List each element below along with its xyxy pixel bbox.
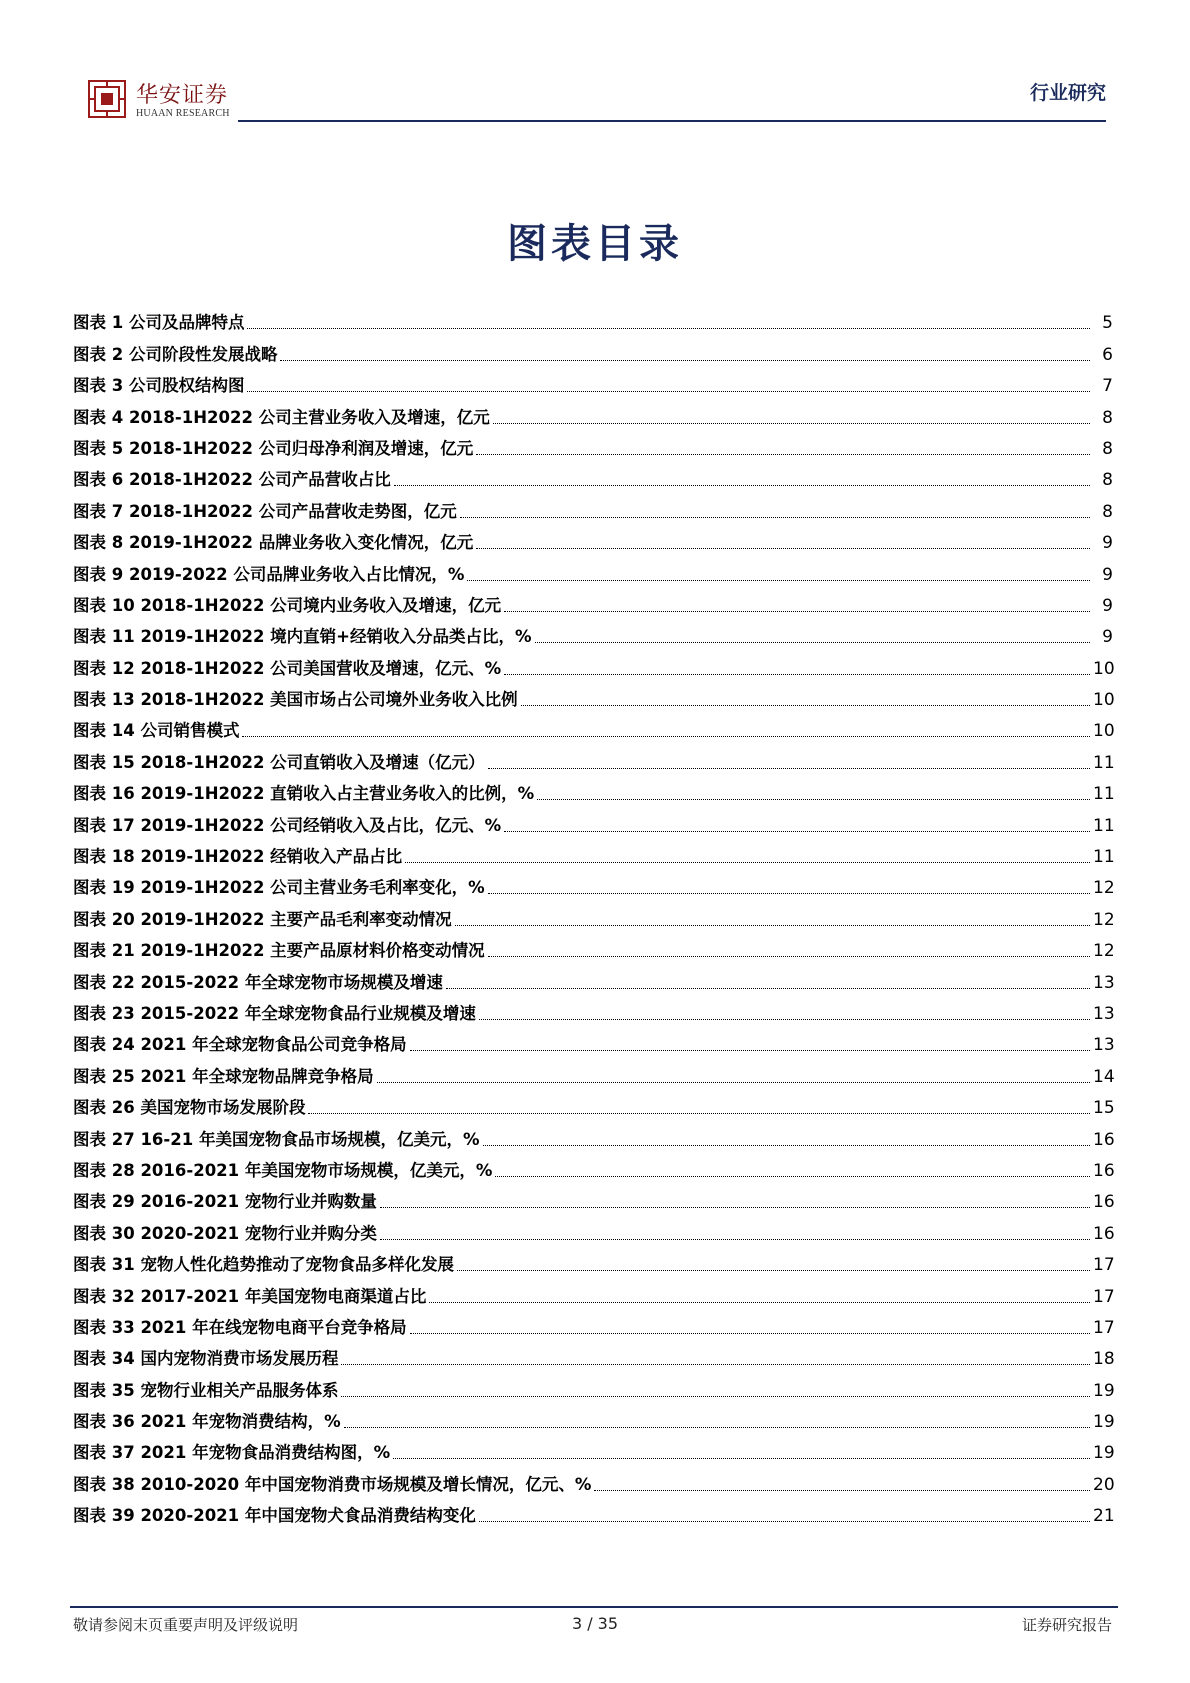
toc-entry-page[interactable]: 14 bbox=[1093, 1066, 1115, 1087]
toc-entry-page[interactable]: 9 bbox=[1102, 627, 1113, 648]
toc-entry-page[interactable]: 15 bbox=[1093, 1098, 1115, 1119]
toc-leader-dots bbox=[457, 1270, 1090, 1271]
toc-entry[interactable] bbox=[73, 587, 1113, 618]
toc-entry[interactable] bbox=[73, 367, 1113, 398]
toc-entry-label[interactable]: 图表 22 2015-2022 年全球宠物市场规模及增速 bbox=[73, 972, 443, 992]
toc-leader-dots bbox=[488, 768, 1090, 769]
toc-leader-dots bbox=[495, 1176, 1090, 1177]
toc-entry-label[interactable]: 图表 29 2016-2021 宠物行业并购数量 bbox=[73, 1192, 377, 1212]
toc-entry-page[interactable]: 8 bbox=[1102, 470, 1113, 491]
toc-entry-label[interactable]: 图表 11 2019-1H2022 境内直销+经销收入分品类占比，% bbox=[73, 627, 532, 647]
toc-entry-page[interactable]: 19 bbox=[1093, 1412, 1115, 1433]
toc-leader-dots bbox=[394, 485, 1090, 486]
toc-entry[interactable] bbox=[73, 618, 1113, 649]
toc-entry-page[interactable]: 8 bbox=[1102, 501, 1113, 522]
toc-leader-dots bbox=[242, 736, 1090, 737]
toc-leader-dots bbox=[341, 1364, 1090, 1365]
toc-entry-page[interactable]: 12 bbox=[1093, 878, 1115, 899]
toc-entry-page[interactable]: 5 bbox=[1102, 313, 1113, 334]
toc-entry-label[interactable]: 图表 13 2018-1H2022 美国市场占公司境外业务收入比例 bbox=[73, 690, 518, 710]
toc-leader-dots bbox=[479, 1521, 1090, 1522]
toc-leader-dots bbox=[594, 1490, 1090, 1491]
toc-entry-label[interactable]: 图表 20 2019-1H2022 主要产品毛利率变动情况 bbox=[73, 909, 452, 929]
huaan-logo-icon bbox=[88, 80, 126, 118]
toc-entry[interactable] bbox=[73, 995, 1113, 1026]
toc-entry-label[interactable]: 图表 18 2019-1H2022 经销收入产品占比 bbox=[73, 847, 403, 867]
page-number: 3 / 35 bbox=[571, 1614, 619, 1633]
toc-entry-label[interactable]: 图表 34 国内宠物消费市场发展历程 bbox=[73, 1349, 339, 1369]
toc-entry[interactable] bbox=[73, 963, 1113, 994]
toc-entry-page[interactable]: 16 bbox=[1093, 1223, 1115, 1244]
toc-entry-label[interactable]: 图表 2 公司阶段性发展战略 bbox=[73, 344, 278, 364]
toc-entry[interactable] bbox=[73, 681, 1113, 712]
toc-entry[interactable] bbox=[73, 430, 1113, 461]
toc-entry[interactable] bbox=[73, 1246, 1113, 1277]
toc-entry-label[interactable]: 图表 30 2020-2021 宠物行业并购分类 bbox=[73, 1223, 377, 1243]
toc-entry-label[interactable]: 图表 1 公司及品牌特点 bbox=[73, 313, 245, 333]
page-title: 图表目录 bbox=[507, 221, 683, 267]
toc-entry[interactable] bbox=[73, 492, 1113, 523]
toc-entry-page[interactable]: 19 bbox=[1093, 1380, 1115, 1401]
toc-entry-page[interactable]: 12 bbox=[1093, 909, 1115, 930]
toc-leader-dots bbox=[410, 1333, 1090, 1334]
toc-entry-label[interactable]: 图表 39 2020-2021 年中国宠物犬食品消费结构变化 bbox=[73, 1506, 476, 1526]
toc-entry-label[interactable]: 图表 33 2021 年在线宠物电商平台竞争格局 bbox=[73, 1317, 407, 1337]
toc-entry[interactable] bbox=[73, 1277, 1113, 1308]
toc-entry-page[interactable]: 17 bbox=[1093, 1286, 1115, 1307]
toc-entry[interactable] bbox=[73, 1403, 1113, 1434]
toc-leader-dots bbox=[446, 988, 1090, 989]
toc-entry-page[interactable]: 17 bbox=[1093, 1255, 1115, 1276]
toc-entry[interactable] bbox=[73, 1340, 1113, 1371]
toc-entry-label[interactable]: 图表 23 2015-2022 年全球宠物食品行业规模及增速 bbox=[73, 1003, 476, 1023]
toc-entry[interactable] bbox=[73, 649, 1113, 680]
toc-entry-page[interactable]: 20 bbox=[1093, 1474, 1115, 1495]
toc-entry-page[interactable]: 13 bbox=[1093, 972, 1115, 993]
toc-leader-dots bbox=[455, 925, 1090, 926]
toc-entry[interactable] bbox=[73, 1089, 1113, 1120]
toc-entry-page[interactable]: 12 bbox=[1093, 941, 1115, 962]
header-divider bbox=[238, 120, 1106, 122]
toc-entry[interactable] bbox=[73, 1057, 1113, 1088]
toc-entry-label[interactable]: 图表 26 美国宠物市场发展阶段 bbox=[73, 1098, 306, 1118]
toc-entry-page[interactable]: 11 bbox=[1093, 815, 1115, 836]
toc-entry[interactable] bbox=[73, 1214, 1113, 1245]
footer-disclaimer: 敬请参阅末页重要声明及评级说明 bbox=[73, 1616, 299, 1634]
toc-entry-page[interactable]: 10 bbox=[1093, 721, 1115, 742]
toc-entry-label[interactable]: 图表 27 16-21 年美国宠物食品市场规模，亿美元，% bbox=[73, 1129, 480, 1149]
toc-entry-label[interactable]: 图表 32 2017-2021 年美国宠物电商渠道占比 bbox=[73, 1286, 427, 1306]
toc-entry-label[interactable]: 图表 10 2018-1H2022 公司境内业务收入及增速，亿元 bbox=[73, 595, 502, 615]
toc-entry-label[interactable]: 图表 7 2018-1H2022 公司产品营收走势图，亿元 bbox=[73, 501, 457, 521]
toc-entry-page[interactable]: 16 bbox=[1093, 1129, 1115, 1150]
toc-entry-label[interactable]: 图表 9 2019-2022 公司品牌业务收入占比情况，% bbox=[73, 564, 465, 584]
toc-leader-dots bbox=[341, 1396, 1090, 1397]
toc-leader-dots bbox=[493, 423, 1090, 424]
toc-entry-label[interactable]: 图表 36 2021 年宠物消费结构，% bbox=[73, 1412, 341, 1432]
toc-entry-page[interactable]: 13 bbox=[1093, 1035, 1115, 1056]
toc-leader-dots bbox=[380, 1207, 1090, 1208]
toc-leader-dots bbox=[429, 1302, 1090, 1303]
toc-entry[interactable] bbox=[73, 398, 1113, 429]
toc-entry[interactable] bbox=[73, 900, 1113, 931]
toc-entry[interactable] bbox=[73, 524, 1113, 555]
toc-entry-page[interactable]: 11 bbox=[1093, 752, 1115, 773]
toc-leader-dots bbox=[380, 1239, 1090, 1240]
toc-leader-dots bbox=[504, 674, 1090, 675]
toc-entry-page[interactable]: 19 bbox=[1093, 1443, 1115, 1464]
toc-entry[interactable] bbox=[73, 1309, 1113, 1340]
toc-entry-page[interactable]: 8 bbox=[1102, 407, 1113, 428]
footer-doc-type: 证券研究报告 bbox=[1021, 1616, 1112, 1634]
toc-entry-page[interactable]: 9 bbox=[1102, 533, 1113, 554]
toc-entry[interactable] bbox=[73, 1497, 1113, 1528]
toc-entry-label[interactable]: 图表 28 2016-2021 年美国宠物市场规模，亿美元，% bbox=[73, 1160, 493, 1180]
toc-entry-label[interactable]: 图表 21 2019-1H2022 主要产品原材料价格变动情况 bbox=[73, 941, 485, 961]
toc-entry[interactable] bbox=[73, 932, 1113, 963]
toc-entry-page[interactable]: 16 bbox=[1093, 1192, 1115, 1213]
toc-leader-dots bbox=[521, 705, 1090, 706]
toc-entry[interactable] bbox=[73, 838, 1113, 869]
toc-leader-dots bbox=[504, 831, 1090, 832]
toc-entry-label[interactable]: 图表 31 宠物人性化趋势推动了宠物食品多样化发展 bbox=[73, 1255, 454, 1275]
toc-leader-dots bbox=[280, 360, 1090, 361]
toc-entry[interactable] bbox=[73, 1371, 1113, 1402]
toc-entry-label[interactable]: 图表 15 2018-1H2022 公司直销收入及增速（亿元） bbox=[73, 752, 485, 772]
toc-leader-dots bbox=[488, 956, 1090, 957]
toc-entry[interactable] bbox=[73, 461, 1113, 492]
toc-entry[interactable] bbox=[73, 869, 1113, 900]
logo-text-en: HUAAN RESEARCH bbox=[136, 108, 230, 119]
toc-leader-dots bbox=[488, 893, 1090, 894]
toc-entry[interactable] bbox=[73, 1465, 1113, 1496]
toc-entry[interactable] bbox=[73, 1434, 1113, 1465]
toc-entry[interactable] bbox=[73, 775, 1113, 806]
toc-entry-page[interactable]: 10 bbox=[1093, 658, 1115, 679]
toc-entry-label[interactable]: 图表 24 2021 年全球宠物食品公司竞争格局 bbox=[73, 1035, 407, 1055]
toc-entry-label[interactable]: 图表 17 2019-1H2022 公司经销收入及占比，亿元、% bbox=[73, 815, 502, 835]
toc-entry[interactable] bbox=[73, 743, 1113, 774]
toc-leader-dots bbox=[537, 799, 1090, 800]
toc-leader-dots bbox=[344, 1427, 1090, 1428]
toc-entry[interactable] bbox=[73, 1152, 1113, 1183]
report-section: 行业研究 bbox=[1029, 82, 1106, 104]
toc-entry-label[interactable]: 图表 6 2018-1H2022 公司产品营收占比 bbox=[73, 470, 391, 490]
toc-leader-dots bbox=[247, 328, 1090, 329]
toc-entry-label[interactable]: 图表 37 2021 年宠物食品消费结构图，% bbox=[73, 1443, 391, 1463]
toc-entry-label[interactable]: 图表 25 2021 年全球宠物品牌竞争格局 bbox=[73, 1066, 374, 1086]
toc-entry-label[interactable]: 图表 38 2010-2020 年中国宠物消费市场规模及增长情况，亿元、% bbox=[73, 1474, 592, 1494]
toc-entry-label[interactable]: 图表 35 宠物行业相关产品服务体系 bbox=[73, 1380, 339, 1400]
footer-divider bbox=[70, 1606, 1118, 1608]
toc-leader-dots bbox=[460, 517, 1090, 518]
toc-entry-page[interactable]: 7 bbox=[1102, 376, 1113, 397]
toc-entry[interactable] bbox=[73, 806, 1113, 837]
toc-leader-dots bbox=[247, 391, 1090, 392]
toc-entry-page[interactable]: 10 bbox=[1093, 690, 1115, 711]
toc-leader-dots bbox=[308, 1113, 1090, 1114]
toc-entry-page[interactable]: 9 bbox=[1102, 595, 1113, 616]
toc-leader-dots bbox=[410, 1050, 1090, 1051]
toc-entry-page[interactable]: 21 bbox=[1093, 1506, 1115, 1527]
toc-entry[interactable] bbox=[73, 555, 1113, 586]
toc-leader-dots bbox=[535, 642, 1090, 643]
toc-entry-label[interactable]: 图表 16 2019-1H2022 直销收入占主营业务收入的比例，% bbox=[73, 784, 535, 804]
toc-entry-label[interactable]: 图表 4 2018-1H2022 公司主营业务收入及增速，亿元 bbox=[73, 407, 490, 427]
toc-entry-page[interactable]: 18 bbox=[1093, 1349, 1115, 1370]
toc-leader-dots bbox=[479, 1019, 1090, 1020]
toc-entry[interactable] bbox=[73, 712, 1113, 743]
toc-leader-dots bbox=[393, 1458, 1090, 1459]
toc-entry-label[interactable]: 图表 3 公司股权结构图 bbox=[73, 376, 245, 396]
toc-leader-dots bbox=[483, 1145, 1091, 1146]
figure-toc bbox=[73, 304, 1113, 1528]
toc-leader-dots bbox=[476, 454, 1090, 455]
toc-entry-label[interactable]: 图表 5 2018-1H2022 公司归母净利润及增速，亿元 bbox=[73, 438, 474, 458]
toc-entry-label[interactable]: 图表 8 2019-1H2022 品牌业务收入变化情况，亿元 bbox=[73, 533, 474, 553]
toc-entry[interactable] bbox=[73, 304, 1113, 335]
toc-entry-page[interactable]: 8 bbox=[1102, 438, 1113, 459]
toc-entry[interactable] bbox=[73, 1120, 1113, 1151]
toc-leader-dots bbox=[504, 611, 1090, 612]
logo-text-cn: 华安证券 bbox=[136, 83, 229, 108]
toc-leader-dots bbox=[476, 548, 1090, 549]
page-header bbox=[88, 78, 1106, 124]
toc-entry-label[interactable]: 图表 12 2018-1H2022 公司美国营收及增速，亿元、% bbox=[73, 658, 502, 678]
toc-entry-page[interactable]: 9 bbox=[1102, 564, 1113, 585]
toc-entry-page[interactable]: 17 bbox=[1093, 1317, 1115, 1338]
toc-entry-page[interactable]: 6 bbox=[1102, 344, 1113, 365]
toc-entry[interactable] bbox=[73, 1183, 1113, 1214]
toc-entry-page[interactable]: 11 bbox=[1093, 847, 1115, 868]
toc-entry-page[interactable]: 13 bbox=[1093, 1003, 1115, 1024]
toc-entry-label[interactable]: 图表 14 公司销售模式 bbox=[73, 721, 240, 741]
toc-entry-page[interactable]: 16 bbox=[1093, 1160, 1115, 1181]
toc-entry-page[interactable]: 11 bbox=[1093, 784, 1115, 805]
toc-leader-dots bbox=[377, 1082, 1090, 1083]
toc-entry[interactable] bbox=[73, 335, 1113, 366]
toc-leader-dots bbox=[405, 862, 1090, 863]
toc-entry[interactable] bbox=[73, 1026, 1113, 1057]
toc-leader-dots bbox=[467, 580, 1090, 581]
toc-entry-label[interactable]: 图表 19 2019-1H2022 公司主营业务毛利率变化，% bbox=[73, 878, 485, 898]
